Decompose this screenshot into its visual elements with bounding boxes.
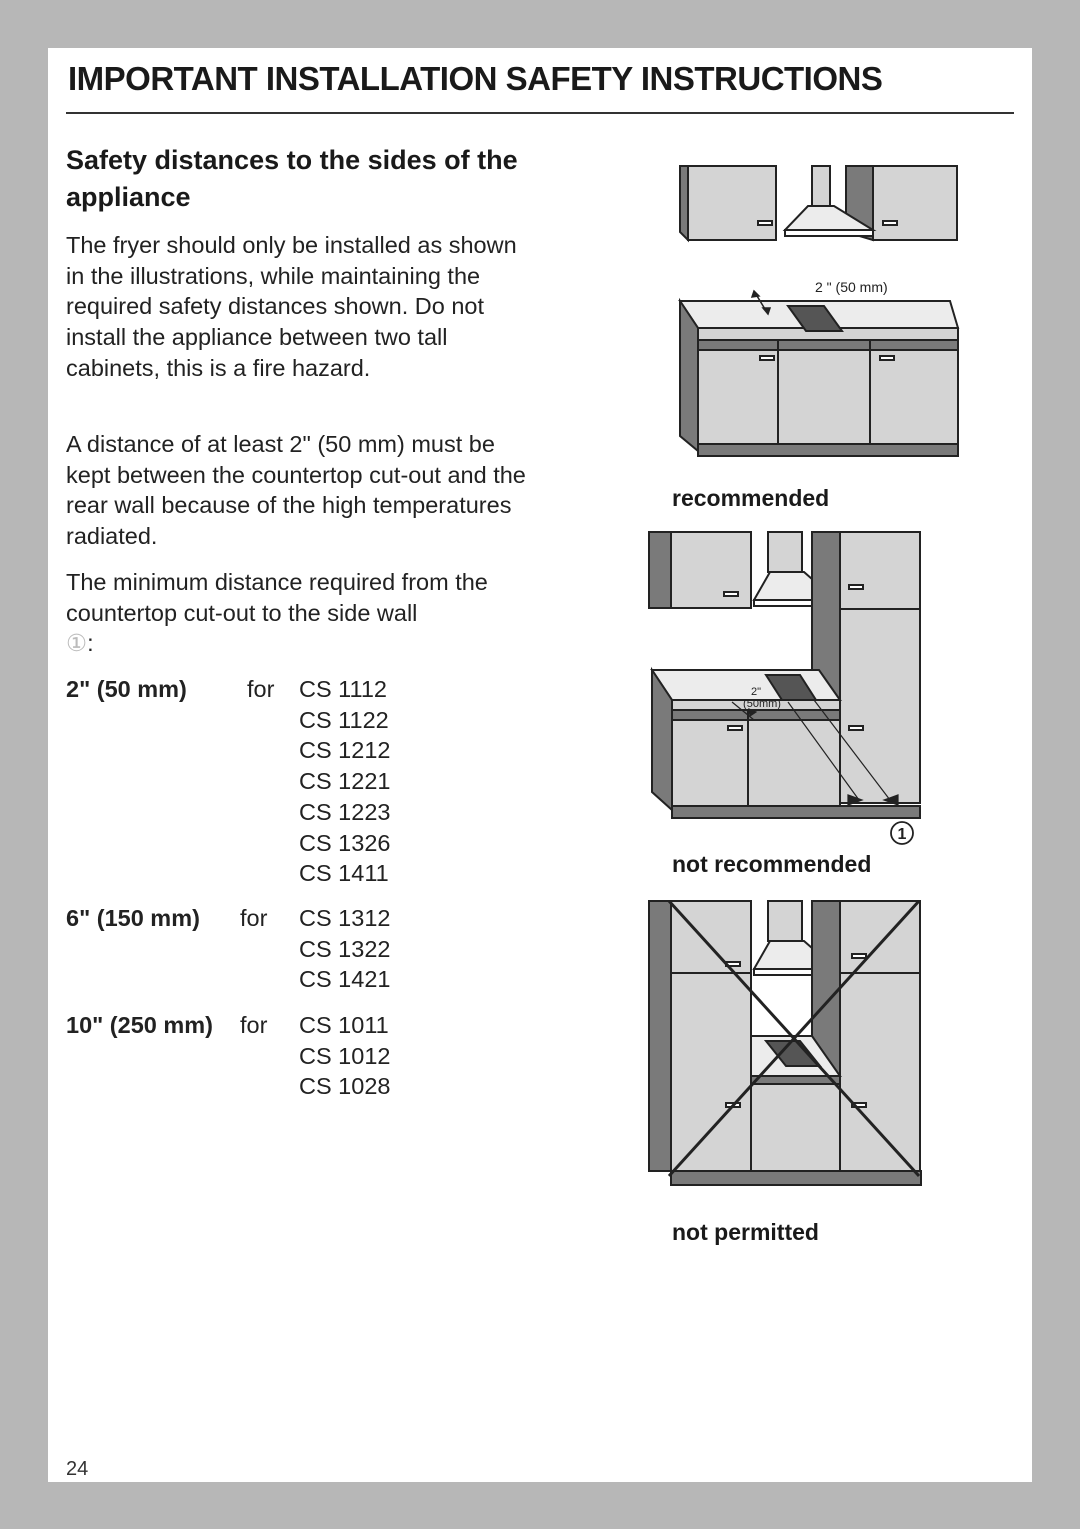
model-number: CS 1011: [299, 1012, 389, 1038]
section-title: Safety distances to the sides of the appliance: [66, 145, 518, 212]
paragraph-side-distance: [66, 567, 536, 659]
title-rule: [66, 112, 1014, 114]
spec-distance: 6" (150 mm): [66, 905, 200, 931]
tall-cabinet-left: [671, 973, 751, 1171]
spec-for: for: [247, 676, 275, 702]
base-cabinet: [751, 1084, 840, 1174]
base-cabinets: [698, 350, 958, 444]
model-number: CS 1221: [299, 768, 391, 795]
model-number: CS 1012: [299, 1042, 391, 1069]
spec-distance: 10" (250 mm): [66, 1012, 213, 1038]
cabinet-side-shade: [680, 166, 688, 240]
figure-not-recommended: [644, 530, 934, 843]
model-number: CS 1322: [299, 935, 391, 962]
model-number: CS 1122: [299, 706, 389, 733]
model-number: CS 1411: [299, 860, 389, 887]
caption-recommended: recommended: [672, 485, 830, 511]
figure-recommended: [668, 156, 968, 456]
dimension-label-mm: (50mm): [743, 698, 781, 710]
spec-models: [299, 903, 390, 995]
spec-models: [299, 674, 390, 889]
model-number: CS 1223: [299, 798, 391, 825]
spec-for: for: [240, 1012, 268, 1038]
side-distance-text: The minimum distance required from the countertop cut-out to the side wall: [66, 569, 488, 626]
page-title: IMPORTANT INSTALLATION SAFETY INSTRUCTIONS: [68, 60, 883, 97]
tall-cabinet-right: [840, 973, 920, 1171]
paragraph-installation: The fryer should only be installed as shown in the illustrations, while maintaining the required safety distances shown. Do not install the appliance between two tall cabinets, this is a fire hazard.: [66, 232, 517, 381]
caption-not-permitted: not permitted: [672, 1219, 819, 1245]
dimension-label: 2 " (50 mm): [815, 279, 888, 295]
spec-for: for: [240, 905, 268, 931]
colon: :: [87, 630, 94, 657]
marker-1-ref: ①: [66, 630, 88, 657]
model-number: CS 1421: [299, 966, 391, 993]
dimension-label-inch: 2": [750, 686, 762, 698]
spec-models: [299, 1010, 390, 1102]
model-number: CS 1326: [299, 829, 391, 856]
tall-cabinet-lower: [840, 609, 920, 803]
manual-page: [48, 48, 1032, 1482]
model-number: CS 1112: [299, 676, 387, 702]
figure-not-permitted: [644, 896, 934, 1192]
model-number: CS 1212: [299, 737, 391, 764]
tall-cabinet-upper: [840, 532, 920, 609]
hood-edge: [785, 230, 873, 236]
counter-side-shade: [680, 301, 698, 451]
hood-chimney: [768, 532, 802, 572]
model-number: CS 1028: [299, 1073, 391, 1100]
tall-cabinet-side-left: [649, 901, 671, 1171]
base-cabinets: [672, 720, 840, 806]
caption-not-recommended: not recommended: [672, 851, 872, 877]
wall-cabinet-left: [688, 166, 776, 240]
hood-chimney: [768, 901, 802, 941]
hood-chimney: [812, 166, 830, 206]
page-number: 24: [66, 1458, 89, 1480]
marker-1-label: 1: [897, 826, 907, 843]
wall-cabinet-right: [873, 166, 957, 240]
model-number: CS 1312: [299, 905, 391, 931]
spec-distance: 2" (50 mm): [66, 676, 187, 702]
paragraph-rear-distance: A distance of at least 2" (50 mm) must be kept between the countertop cut-out and the rear wall because of the high temperatures radiated.: [66, 431, 526, 550]
